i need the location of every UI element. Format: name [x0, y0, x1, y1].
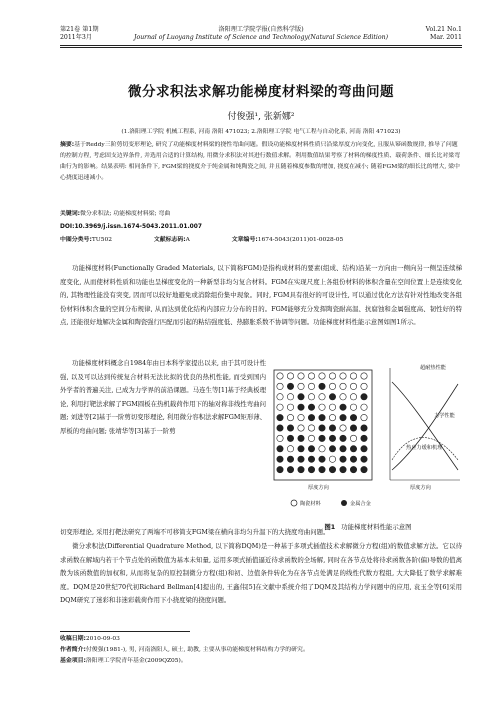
ceramic-particle — [277, 404, 283, 410]
metal-particle — [298, 456, 304, 462]
doi: DOI:10.3969/j.issn.1674-5043.2011.01.007 — [60, 224, 202, 230]
footnote — [60, 631, 462, 667]
ceramic-particle — [350, 394, 356, 400]
volume-issue-en: Vol.21 No.1 — [425, 26, 462, 33]
journal-header — [60, 26, 462, 50]
metal-particle — [361, 435, 367, 441]
metal-particle — [350, 425, 356, 431]
metal-particle — [298, 435, 304, 441]
metal-particle — [340, 404, 346, 410]
ceramic-particle — [340, 394, 346, 400]
keywords — [60, 209, 462, 220]
heat-resistance-curve — [392, 382, 458, 470]
paper-authors: 付俊强¹, 张新娜² — [227, 112, 295, 122]
ceramic-particle — [287, 404, 293, 410]
metal-particle — [277, 466, 283, 472]
metal-particle — [298, 394, 304, 400]
strength-curve — [392, 384, 458, 470]
ceramic-particle — [350, 435, 356, 441]
received-date — [60, 634, 462, 645]
ceramic-particle — [361, 373, 367, 379]
metal-particle — [287, 466, 293, 472]
body-paragraph-1 — [60, 262, 462, 330]
ceramic-particle — [329, 383, 335, 389]
abstract — [60, 140, 462, 184]
figure-1 — [270, 360, 466, 530]
label-stress-relief: 热应力缓和机理 — [406, 445, 443, 451]
label-thickness-left: 厚度方向 — [308, 485, 329, 491]
metal-particle — [319, 435, 325, 441]
ceramic-particle — [329, 456, 335, 462]
metal-particle — [329, 435, 335, 441]
ceramic-particle — [340, 425, 346, 431]
ceramic-particle — [287, 446, 293, 452]
label-thickness-right: 厚度方向 — [410, 485, 431, 491]
ceramic-particle — [298, 414, 304, 420]
ceramic-particle — [277, 383, 283, 389]
ceramic-particle — [277, 435, 283, 441]
metal-particle — [361, 394, 367, 400]
keywords-text: 微分求积法; 功能梯度材料梁; 弯曲 — [80, 211, 171, 217]
article-id-value: 1674-5043(2011)01-0028-05 — [257, 237, 344, 243]
fund-value: 洛阳理工学院青年基金(2009QZ05)。 — [85, 658, 187, 664]
metal-particle — [329, 466, 335, 472]
metal-particle — [340, 435, 346, 441]
metal-particle — [298, 466, 304, 472]
ceramic-particle — [287, 373, 293, 379]
legend-ceramic-marker — [291, 500, 297, 506]
ceramic-particle — [287, 414, 293, 420]
issue-date: 2011年3月 — [60, 34, 93, 41]
fund-label: 基金项目: — [60, 658, 86, 664]
footnote-rule — [60, 631, 190, 632]
metal-particle — [308, 466, 314, 472]
ceramic-particle — [308, 425, 314, 431]
metal-particle — [287, 425, 293, 431]
metal-particle — [287, 435, 293, 441]
received-label: 收稿日期: — [60, 636, 86, 642]
metal-particle — [350, 456, 356, 462]
metal-particle — [361, 456, 367, 462]
body-paragraph-2 — [60, 357, 266, 439]
classification-line — [60, 235, 462, 246]
ceramic-particle — [340, 383, 346, 389]
journal-name — [60, 26, 462, 42]
clc-label: 中图分类号: — [60, 237, 92, 243]
ceramic-particle — [329, 373, 335, 379]
issue-info-en — [426, 26, 462, 42]
ceramic-particle — [350, 404, 356, 410]
metal-particle — [308, 404, 314, 410]
paragraph-1-text: 功能梯度材料(Functionally Graded Materials, 以下简称FGM)是指构成材料的要素(组成、结构)沿某一方向由一侧向另一侧呈连续梯度变化, 从而使材料性质和功能也呈梯度变化的一种新型非均匀复合材料。FGM在实现尺度上各组份材料的体积含量在空间位置上是连续变化的, 其物理性能没有突变, 因而可以较好地避免或消除组份集中现象。同时, FGM具有很好的可设计性, 可以通过优化方法有针对性地改变各组份材料体积含量的空间分布规律, 从而达到优化结构内部应力分布的目的。FGM能够充分发挥陶瓷耐高温、抗腐蚀和金属强度高、韧性好的特点, 还能很好地解决金属和陶瓷强行匹配而引起的粘结强度低、热膨胀系数不协调等问题。功能梯度材料性能示意图如图1所示。 — [60, 264, 462, 327]
article-id-label: 文章编号: — [231, 237, 258, 243]
metal-particle — [277, 425, 283, 431]
metal-particle — [287, 383, 293, 389]
metal-particle — [319, 456, 325, 462]
label-heat-resistance: 超耐热性能 — [420, 365, 446, 371]
metal-particle — [350, 414, 356, 420]
header-rule-thin — [60, 47, 462, 48]
metal-particle — [277, 456, 283, 462]
doc-code-value: A — [185, 237, 190, 243]
ceramic-particle — [329, 404, 335, 410]
received-value: 2010-09-03 — [85, 636, 120, 642]
legend-ceramic: 陶瓷材料 — [300, 501, 321, 507]
author-bio-label: 作者简介: — [60, 647, 86, 653]
ceramic-particle — [329, 414, 335, 420]
metal-particle — [287, 456, 293, 462]
metal-particle — [298, 446, 304, 452]
header-rule — [60, 45, 462, 46]
paper-affiliation: (1.洛阳理工学院 机械工程系, 河南 洛阳 471023; 2.洛阳理工学院 电气工程与自动化系, 河南 洛阳 471023) — [121, 129, 401, 135]
ceramic-particle — [361, 414, 367, 420]
article-id — [232, 237, 363, 243]
ceramic-particle — [298, 425, 304, 431]
metal-particle — [277, 414, 283, 420]
paragraph-2-text: 功能梯度材料概念自1984年由日本科学家提出以来, 由于其可设计性强, 以及可以达到传统复合材料无法比拟的优良的热机性能, 而受到国内外学者的普遍关注, 已成为力学界的前沿课题。马连生等[1]基于经典板理论, 利用打靶法求解了FGM圆板在热机载荷作用下的轴对称非线性弯曲问题; 刘进等[2]基于一阶剪切变形理论, 利用微分容积法求解FGM矩形薄、厚板的弯曲问题; 张靖华等[3]基于一阶剪 — [60, 359, 266, 435]
clc-value: TU502 — [91, 237, 112, 243]
abstract-text: 基于Reddy三阶剪切变形理论, 研究了功能梯度材料梁的挠性弯曲问题。假设功能梯度材料性质只沿梁厚度方向变化, 且服从幂函数规律, 推导了问题的控制方程, 考虑固支边界条件, 并选用合适的计算结构, 用微分求积法对其进行数值求解。利用数值结果考察了材料的梯度性质、载荷条件、细长比对梁弯曲行为的影响。结果表明: 相同条件下, FGM梁的挠度介于纯金属和纯陶瓷之间, 并且随着梯度参数的增加, 挠度在减小; 随着FGM梁的细长比的增大, 梁中心挠度迅速减小。 — [60, 142, 461, 181]
label-mechanical: 力学性能 — [434, 413, 455, 419]
ceramic-particle — [319, 404, 325, 410]
doc-code — [154, 237, 210, 243]
journal-name-cn: 洛阳理工学院学报(自然科学版) — [218, 26, 304, 33]
ceramic-particle — [350, 373, 356, 379]
body-paragraph-4 — [60, 540, 462, 608]
metal-particle — [361, 425, 367, 431]
body-paragraph-3 — [60, 526, 462, 540]
metal-particle — [329, 394, 335, 400]
metal-particle — [319, 425, 325, 431]
metal-particle — [298, 404, 304, 410]
metal-particle — [308, 414, 314, 420]
metal-particle — [319, 414, 325, 420]
metal-particle — [277, 446, 283, 452]
keywords-label: 关键词: — [60, 211, 81, 217]
figure-number: 图1 — [324, 523, 336, 531]
ceramic-particle — [298, 373, 304, 379]
metal-particle — [340, 414, 346, 420]
ceramic-particle — [361, 404, 367, 410]
ceramic-particle — [350, 383, 356, 389]
metal-particle — [319, 466, 325, 472]
metal-particle — [361, 446, 367, 452]
ceramic-particle — [277, 394, 283, 400]
paragraph-4-text: 微分求积法(Differential Quadrature Method, 以下简称DQM)是一种基于多项式插值技术求解微分方程(组)的数值求解方法。它以待求函数在解域内若干个节点处的函数值为基本未知量, 运用多项式插值逼近待求函数的全场解, 同时在各节点处将待求函数各阶(偏)导数的值离散为该函数值的加权和, 从而将复杂的原控制微分方程(组)和初、边值条件转化为在各节点处满足的线性代数方程组, 大大降低了数学求解难度。DQM是20世纪70代初Richard Bellman[4]提出的, 王鑫伟[5]在文献中系统介绍了DQM及其结构力学问题中的应用, 袁玉全等[6]采用DQM研究了迷彩和非迷彩载荷作用下小挠度梁的挠度问题。 — [60, 542, 462, 605]
author-bio — [60, 645, 462, 656]
volume-issue: 第21卷 第1期 — [60, 26, 99, 33]
ceramic-particle — [277, 373, 283, 379]
clc — [60, 237, 132, 243]
metal-particle — [329, 425, 335, 431]
legend-metal: 金属合金 — [350, 501, 371, 507]
ceramic-particle — [298, 383, 304, 389]
author-bio-value: 付俊强(1981-), 男, 河南洛阳人, 硕士, 助教, 主要从事功能梯度材料结构力学的研究。 — [85, 647, 309, 653]
figure-caption-text: 功能梯度材料性能示意图 — [341, 523, 412, 531]
journal-name-en: Journal of Luoyang Institute of Science and Technology(Natural Science Edition) — [133, 34, 388, 41]
ceramic-particle — [287, 394, 293, 400]
abstract-label: 摘要: — [60, 142, 75, 148]
metal-particle — [308, 456, 314, 462]
ceramic-particle — [308, 435, 314, 441]
metal-particle — [340, 456, 346, 462]
ceramic-particle — [319, 373, 325, 379]
metal-particle — [340, 446, 346, 452]
ceramic-particle — [319, 446, 325, 452]
metal-particle — [361, 466, 367, 472]
metal-particle — [329, 446, 335, 452]
doc-code-label: 文献标志码: — [153, 237, 186, 243]
metal-particle — [319, 383, 325, 389]
ceramic-particle — [308, 373, 314, 379]
metal-particle — [308, 446, 314, 452]
fund — [60, 656, 462, 667]
metal-particle — [350, 446, 356, 452]
issue-date-en: Mar. 2011 — [430, 34, 462, 41]
legend-metal-marker — [341, 500, 347, 506]
paper-title: 微分求积法求解功能梯度材料梁的弯曲问题 — [128, 84, 394, 100]
metal-particle — [350, 466, 356, 472]
metal-particle — [340, 466, 346, 472]
ceramic-particle — [319, 394, 325, 400]
ceramic-particle — [308, 383, 314, 389]
ceramic-particle — [340, 373, 346, 379]
paragraph-3-text: 切变形理论, 采用打靶法研究了两端不可移简支FGM梁在横向非均匀升温下的大挠度弯曲问题。 — [60, 528, 330, 536]
ceramic-particle — [308, 394, 314, 400]
ceramic-particle — [361, 383, 367, 389]
